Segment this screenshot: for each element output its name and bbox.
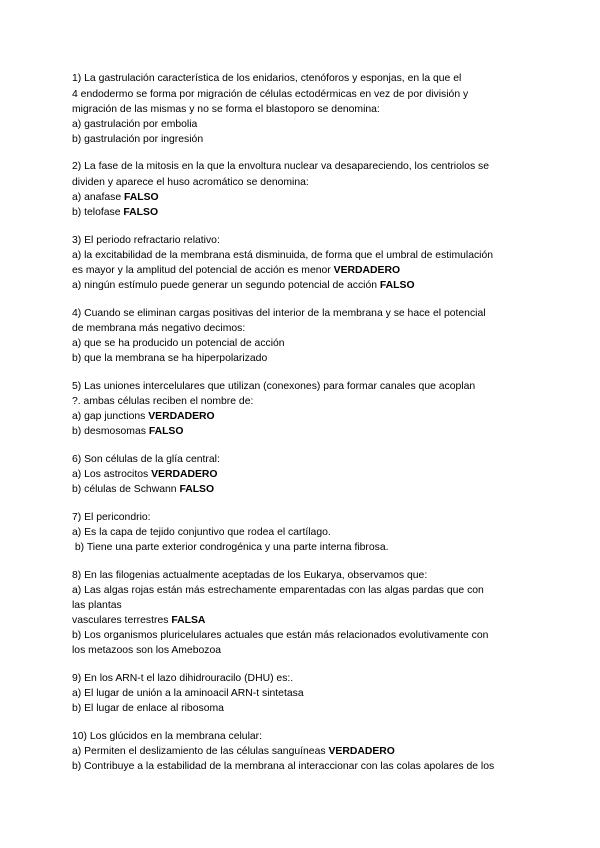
answer-text: vasculares terrestres bbox=[72, 615, 172, 626]
question-text: 5) Las uniones intercelulares que utilizan (conexones) para formar canales que acoplan bbox=[72, 381, 476, 392]
answer-text: b) células de Schwann bbox=[72, 484, 180, 495]
answer-text: b) telofase bbox=[72, 207, 124, 218]
answer-verdict: VERDADERO bbox=[328, 746, 395, 757]
question-text: 1) La gastrulación característica de los enidarios, ctenóforos y esponjas, en la que el bbox=[72, 73, 462, 84]
question-text: 2) La fase de la mitosis en la que la envoltura nuclear va desapareciendo, los centriolos se bbox=[72, 161, 490, 172]
answer-verdict: FALSO bbox=[123, 207, 159, 218]
question-text: 8) En las filogenias actualmente aceptadas de los Eukarya, observamos que: bbox=[72, 570, 428, 581]
answer-verdict: FALSO bbox=[148, 426, 184, 437]
answer-verdict: VERDADERO bbox=[151, 469, 218, 480]
answer-option bbox=[72, 192, 159, 204]
question-text: 3) El periodo refractario relativo: bbox=[72, 235, 220, 246]
answer-text: a) Permiten el deslizamiento de las células sanguíneas bbox=[72, 746, 329, 757]
answer-text: a) ningún estímulo puede generar un segundo potencial de acción bbox=[72, 280, 380, 291]
answer-verdict: FALSO bbox=[179, 484, 215, 495]
answer-option: las plantas bbox=[72, 600, 122, 611]
answer-option: a) gastrulación por embolia bbox=[72, 119, 198, 130]
answer-text: a) Los astrocitos bbox=[72, 469, 152, 480]
question-text: 10) Los glúcidos en la membrana celular: bbox=[72, 731, 263, 742]
answer-option: b) gastrulación por ingresión bbox=[72, 134, 204, 145]
question-text: ?. ambas células reciben el nombre de: bbox=[72, 396, 254, 407]
answer-option bbox=[72, 484, 214, 496]
answer-verdict: FALSO bbox=[379, 280, 415, 291]
answer-option bbox=[72, 411, 215, 423]
answer-option bbox=[72, 615, 205, 627]
answer-verdict: FALSO bbox=[124, 192, 159, 203]
question-text: dividen y aparece el huso acromático se denomina: bbox=[72, 177, 309, 188]
answer-option: a) Las algas rojas están más estrechamente emparentadas con las algas pardas que con bbox=[72, 585, 484, 596]
answer-option bbox=[72, 746, 395, 758]
answer-option: a) El lugar de unión a la aminoacil ARN-t sintetasa bbox=[72, 688, 304, 699]
answer-verdict: VERDADERO bbox=[333, 265, 401, 276]
answer-text: b) desmosomas bbox=[72, 426, 149, 437]
answer-option: b) que la membrana se ha hiperpolarizado bbox=[72, 353, 268, 364]
answer-option: a) que se ha producido un potencial de acción bbox=[72, 338, 285, 349]
answer-option bbox=[72, 469, 218, 481]
question-text: 4) Cuando se eliminan cargas positivas del interior de la membrana y se hace el potencial bbox=[72, 308, 486, 319]
answer-text: es mayor y la amplitud del potencial de acción es menor bbox=[72, 265, 334, 276]
answer-verdict: VERDADERO bbox=[148, 411, 215, 422]
answer-option: b) Contribuye a la estabilidad de la membrana al interaccionar con las colas apolares de los bbox=[72, 761, 495, 772]
answer-text: a) anafase bbox=[72, 192, 124, 203]
question-text: 6) Son células de la glía central: bbox=[72, 454, 220, 465]
answer-option: b) Los organismos pluricelulares actuales que están más relacionados evolutivamente con bbox=[72, 630, 489, 641]
question-text: 9) En los ARN-t el lazo dihidrouracilo (DHU) es:. bbox=[72, 673, 294, 684]
answer-option: b) El lugar de enlace al ribosoma bbox=[72, 703, 224, 714]
answer-option bbox=[72, 265, 400, 277]
answer-verdict: FALSA bbox=[171, 615, 206, 626]
question-text: de membrana más negativo decimos: bbox=[72, 323, 246, 334]
answer-option: b) Tiene una parte exterior condrogénica y una parte interna fibrosa. bbox=[72, 542, 389, 553]
answer-option: los metazoos son los Amebozoa bbox=[72, 645, 222, 656]
question-text: migración de las mismas y no se forma el blastoporo se denomina: bbox=[72, 104, 380, 115]
answer-option bbox=[72, 426, 183, 438]
question-text: 7) El pericondrio: bbox=[72, 512, 151, 523]
answer-option: a) la excitabilidad de la membrana está disminuida, de forma que el umbral de estimulación bbox=[72, 250, 494, 261]
answer-option: a) Es la capa de tejido conjuntivo que rodea el cartílago. bbox=[72, 527, 331, 538]
question-text: 4 endodermo se forma por migración de células ectodérmicas en vez de por división y bbox=[72, 89, 469, 100]
answer-option bbox=[72, 280, 415, 292]
answer-option bbox=[72, 207, 158, 219]
answer-text: a) gap junctions bbox=[72, 411, 149, 422]
